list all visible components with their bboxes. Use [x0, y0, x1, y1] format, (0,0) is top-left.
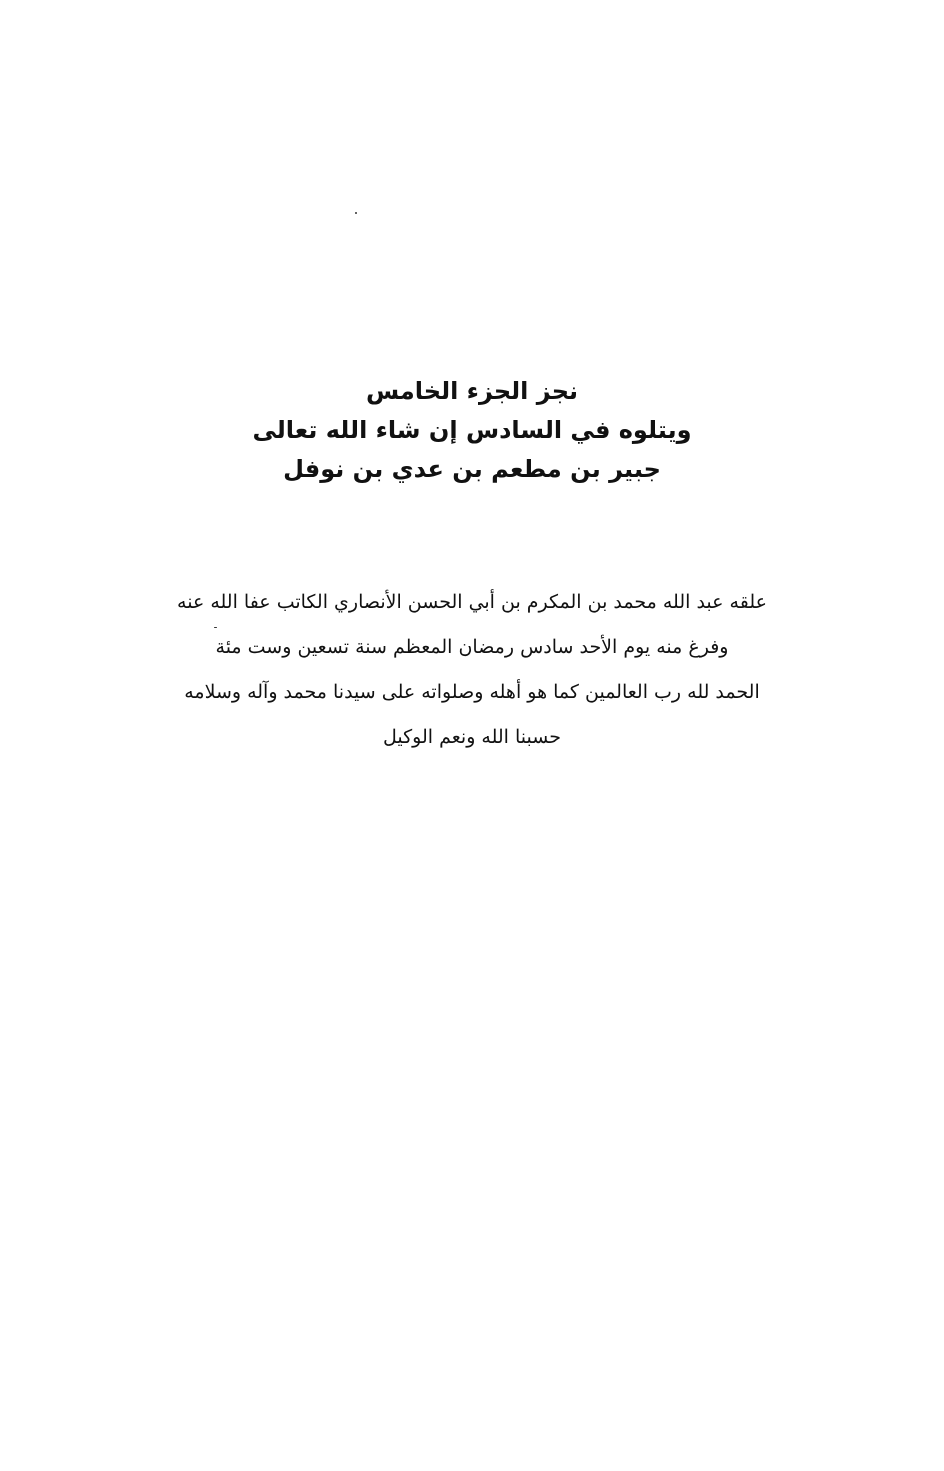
scan-speck — [355, 212, 357, 214]
scribe-note-line-praise: الحمد لله رب العالمين كما هو أهله وصلواته على سيدنا محمد وآله وسلامه — [184, 681, 760, 703]
scribe-note-block — [0, 580, 944, 760]
colophon-block — [0, 372, 944, 489]
colophon-line-next-entry: جبير بن مطعم بن عدي بن نوفل — [283, 455, 661, 483]
scribe-note-line-closing: حسبنا الله ونعم الوكيل — [383, 726, 561, 748]
scribe-note-line-copyist: علقه عبد الله محمد بن المكرم بن أبي الحسن الأنصاري الكاتب عفا الله عنه — [177, 591, 767, 613]
scribe-note-line-date: وفرغ منه يوم الأحد سادس رمضان المعظم سنة تسعين وست مئة — [215, 636, 729, 658]
colophon-line-next-part: ويتلوه في السادس إن شاء الله تعالى — [252, 416, 692, 444]
colophon-line-end-of-part: نجز الجزء الخامس — [365, 377, 578, 405]
